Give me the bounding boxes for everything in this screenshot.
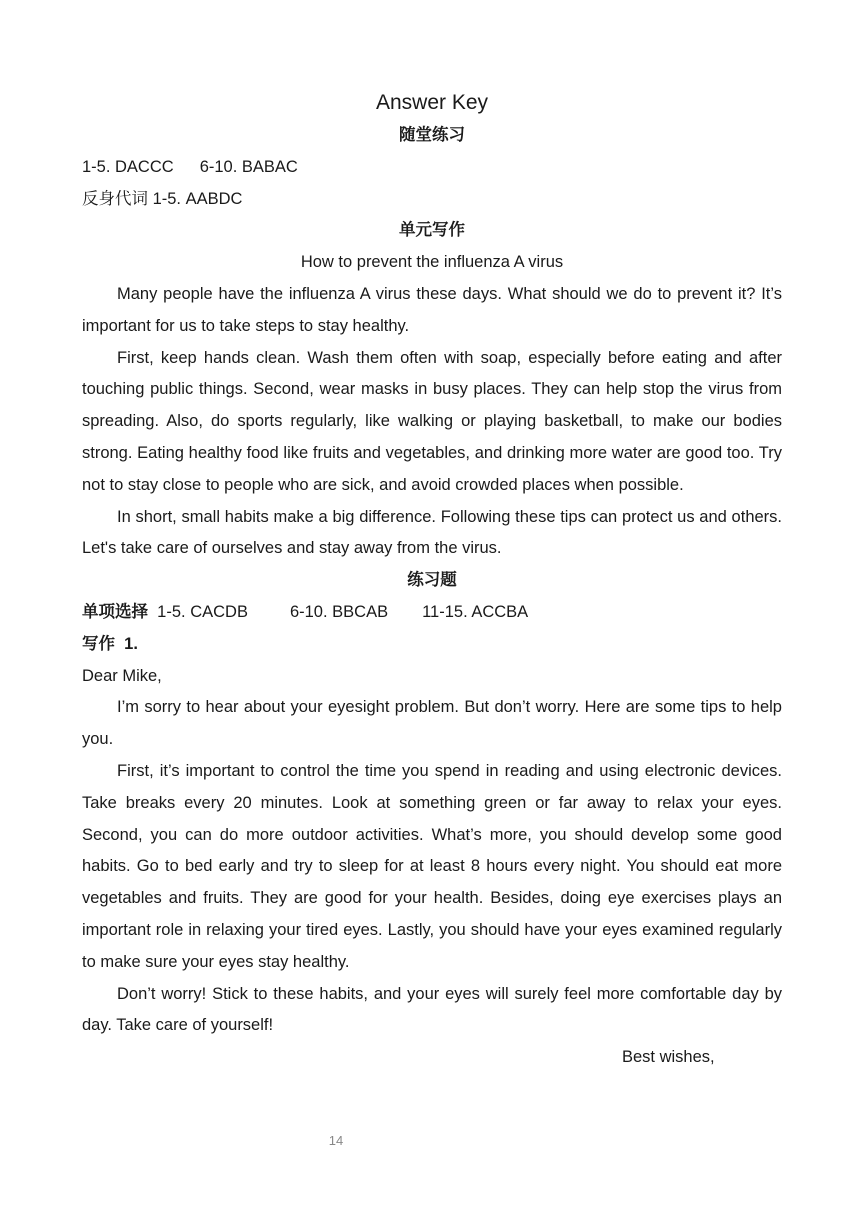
essay-paragraph-1: Many people have the influenza A virus these days. What should we do to prevent it? It’s important for us to take steps to stay healthy. xyxy=(82,284,782,335)
letter-paragraph-2: First, it’s important to control the time you spend in reading and using electronic devices. Take breaks every 20 minutes. Look at something green or far away to relax your eyes. Second, you can do more outdoor activities. What’s more, you should develop some good habits. Go to bed early and try to sleep for at least 8 hours every night. You should eat more vegetables and fruits. They are good for your health. Besides, doing eye exercises plays an important role in relaxing your tired eyes. Lastly, you should have your eyes examined regularly to make sure your eyes stay healthy. xyxy=(82,761,782,971)
writing-label: 写作 xyxy=(82,634,115,653)
answers-1-5: 1-5. DACCC xyxy=(82,157,174,176)
mc-answers-6-10: 6-10. BBCAB xyxy=(289,602,389,621)
writing-number: 1. xyxy=(124,634,138,653)
answers-6-10: 6-10. BABAC xyxy=(199,157,298,176)
letter-closing: Best wishes, xyxy=(622,1048,715,1067)
mc-answers-11-15: 11-15. ACCBA xyxy=(422,602,529,621)
section-heading-unit-writing: 单元写作 xyxy=(399,221,465,240)
letter-paragraph-3: Don’t worry! Stick to these habits, and your eyes will surely feel more comfortable day by day. Take care of yourself! xyxy=(82,984,782,1035)
letter-paragraph-1: I’m sorry to hear about your eyesight problem. But don’t worry. Here are some tips to help you. xyxy=(82,698,782,749)
multiple-choice-answers xyxy=(82,597,782,629)
essay-paragraph-2: First, keep hands clean. Wash them often with soap, especially before eating and after touching public things. Second, wear masks in busy places. They can help stop the virus from spreading. Also, do sports regularly, like walking or playing basketball, to make our bodies strong. Eating healthy food like fruits and vegetables, and drinking more water are good too. Try not to stay close to people who are sick, and avoid crowded places when possible. xyxy=(82,348,782,494)
section-heading-in-class-practice: 随堂练习 xyxy=(399,126,465,144)
in-class-answers xyxy=(82,152,782,184)
multiple-choice-label: 单项选择 xyxy=(82,602,148,621)
reflexive-pronoun-answers: 反身代词 1-5. AABDC xyxy=(82,189,243,208)
letter-greeting: Dear Mike, xyxy=(82,666,162,685)
page-number: 14 xyxy=(328,1133,344,1148)
essay-title: How to prevent the influenza A virus xyxy=(300,253,564,272)
mc-answers-1-5: 1-5. CACDB xyxy=(157,602,248,621)
essay-paragraph-3: In short, small habits make a big difference. Following these tips can protect us and others. Let's take care of ourselves and stay away from the virus. xyxy=(82,507,782,558)
page-title: Answer Key xyxy=(375,91,489,114)
answer-key-page xyxy=(82,86,782,1074)
section-heading-exercises: 练习题 xyxy=(407,571,457,590)
writing-heading xyxy=(82,629,782,661)
